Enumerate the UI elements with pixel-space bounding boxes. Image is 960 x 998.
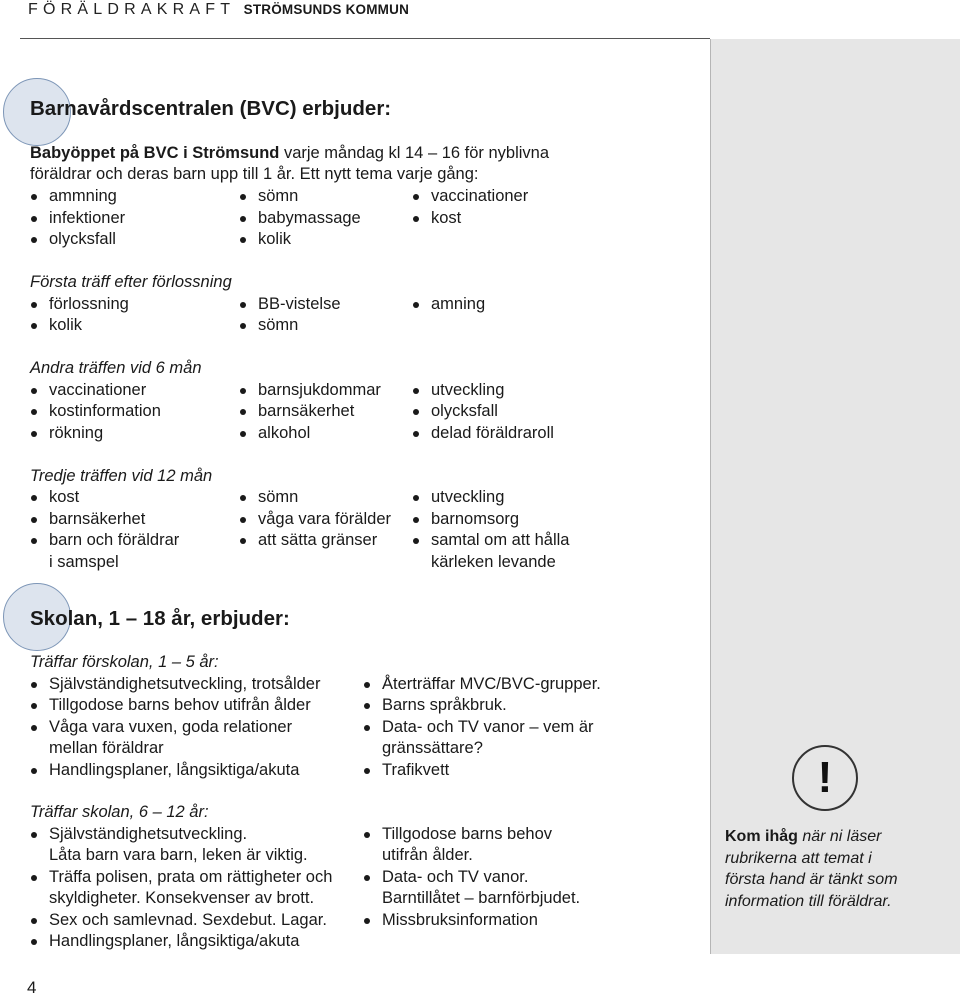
- list-item: olycksfall: [30, 229, 116, 251]
- list-item: sömn: [239, 315, 298, 337]
- list-item: Tillgodose barns behov utifrån ålder: [30, 695, 311, 717]
- list-item: utveckling: [412, 380, 504, 402]
- list-item: rökning: [30, 423, 103, 445]
- list-item: Missbruksinformation: [363, 910, 538, 932]
- preschool-heading: Träffar förskolan, 1 – 5 år:: [30, 653, 219, 671]
- list-item: alkohol: [239, 423, 310, 445]
- list-item: förlossning: [30, 294, 129, 316]
- note-text: när ni läser: [797, 828, 882, 845]
- bvc-title: Barnavårdscentralen (BVC) erbjuder:: [30, 97, 392, 120]
- list-item: barnomsorg: [412, 509, 519, 531]
- list-item-continuation: mellan föräldrar: [49, 739, 164, 757]
- note-bold: Kom ihåg: [725, 828, 798, 845]
- list-item: att sätta gränser: [239, 530, 377, 552]
- meet1-heading: Första träff efter förlossning: [30, 273, 232, 291]
- list-item: Data- och TV vanor – vem är: [363, 717, 594, 739]
- list-item: vaccinationer: [412, 186, 528, 208]
- list-item: barnsjukdommar: [239, 380, 381, 402]
- list-item: barn och föräldrar: [30, 530, 179, 552]
- list-item-continuation: kärleken levande: [431, 553, 556, 571]
- list-item: samtal om att hålla: [412, 530, 569, 552]
- note-text: rubrikerna att temat i: [725, 849, 872, 867]
- bvc-intro-bold: Babyöppet på BVC i Strömsund: [30, 144, 280, 162]
- list-item: Sex och samlevnad. Sexdebut. Lagar.: [30, 910, 327, 932]
- list-item-continuation: skyldigheter. Konsekvenser av brott.: [49, 889, 315, 907]
- list-item: Barns språkbruk.: [363, 695, 507, 717]
- list-item: Handlingsplaner, långsiktiga/akuta: [30, 760, 299, 782]
- list-item: vaccinationer: [30, 380, 146, 402]
- exclamation-icon: !: [792, 745, 858, 811]
- list-item: Självständighetsutveckling.: [30, 824, 247, 846]
- list-item: kost: [412, 208, 461, 230]
- list-item: kolik: [30, 315, 82, 337]
- sidebar-panel: [710, 39, 960, 954]
- list-item: kolik: [239, 229, 291, 251]
- list-item: Träffa polisen, prata om rättigheter och: [30, 867, 332, 889]
- list-item-continuation: Barntillåtet – barnförbjudet.: [382, 889, 581, 907]
- list-item: Återträffar MVC/BVC-grupper.: [363, 674, 601, 696]
- list-item: delad föräldraroll: [412, 423, 554, 445]
- list-item: utveckling: [412, 487, 504, 509]
- list-item: BB-vistelse: [239, 294, 341, 316]
- list-item: amning: [412, 294, 485, 316]
- school612-heading: Träffar skolan, 6 – 12 år:: [30, 803, 209, 821]
- list-item: sömn: [239, 186, 298, 208]
- note-text: information till föräldrar.: [725, 892, 892, 910]
- meet3-heading: Tredje träffen vid 12 mån: [30, 467, 213, 485]
- list-item: kost: [30, 487, 79, 509]
- bvc-intro-line2: föräldrar och deras barn upp till 1 år. Ett nytt tema varje gång:: [30, 165, 479, 183]
- municipality-name: STRÖMSUNDS KOMMUN: [243, 2, 410, 17]
- sidebar-divider: [710, 39, 711, 954]
- list-item-continuation: utifrån ålder.: [382, 846, 473, 864]
- list-item: olycksfall: [412, 401, 498, 423]
- list-item: Tillgodose barns behov: [363, 824, 552, 846]
- list-item-continuation: gränssättare?: [382, 739, 483, 757]
- list-item: Data- och TV vanor.: [363, 867, 528, 889]
- header-rule: [20, 38, 710, 39]
- meet2-heading: Andra träffen vid 6 mån: [30, 359, 202, 377]
- list-item: kostinformation: [30, 401, 161, 423]
- note-text: första hand är tänkt som: [725, 871, 898, 888]
- list-item: Våga vara vuxen, goda relationer: [30, 717, 292, 739]
- list-item: infektioner: [30, 208, 125, 230]
- list-item: barnsäkerhet: [30, 509, 145, 531]
- list-item: barnsäkerhet: [239, 401, 354, 423]
- page-number: 4: [27, 978, 37, 997]
- list-item: ammning: [30, 186, 117, 208]
- reminder-note: [725, 826, 935, 912]
- bvc-intro-rest: varje måndag kl 14 – 16 för nyblivna: [279, 144, 550, 162]
- list-item: Trafikvett: [363, 760, 449, 782]
- running-header: [28, 1, 409, 19]
- list-item-continuation: Låta barn vara barn, leken är viktig.: [49, 846, 308, 864]
- list-item: Handlingsplaner, långsiktiga/akuta: [30, 931, 299, 953]
- list-item: våga vara förälder: [239, 509, 391, 531]
- list-item-continuation: i samspel: [49, 553, 119, 571]
- list-item: Självständighetsutveckling, trotsålder: [30, 674, 320, 696]
- list-item: sömn: [239, 487, 298, 509]
- brand-title: FÖRÄLDRAKRAFT: [28, 1, 236, 18]
- bvc-intro-line1: [30, 143, 549, 165]
- school-title: Skolan, 1 – 18 år, erbjuder:: [30, 607, 290, 630]
- list-item: babymassage: [239, 208, 361, 230]
